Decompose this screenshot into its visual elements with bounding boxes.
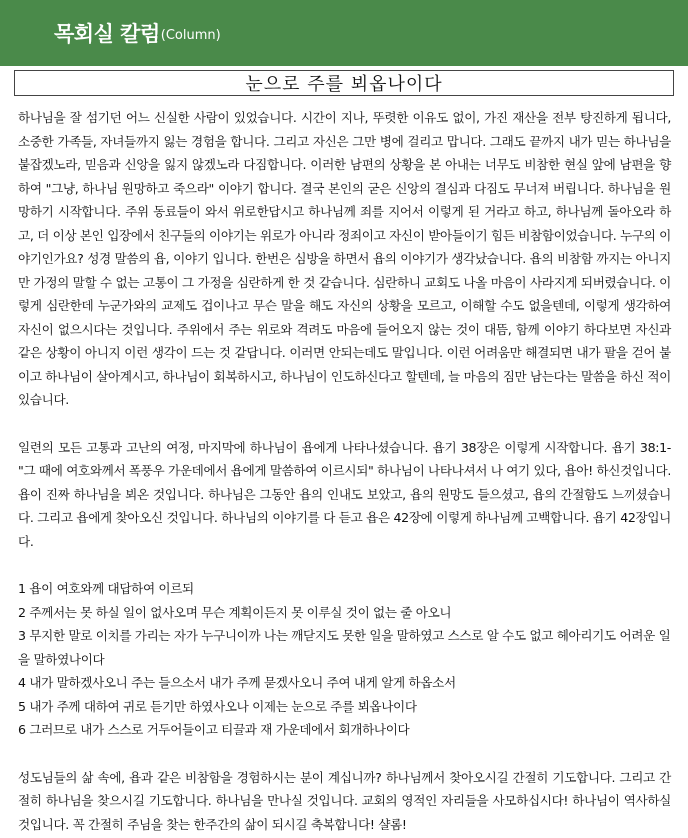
paragraph-2: 일련의 모든 고통과 고난의 여정, 마지막에 하나님이 욥에게 나타나셨습니다. 욥기 38장은 이렇게 시작합니다. 욥기 38:1-"그 때에 여호와께서 폭풍우 가운데에서 욥에게 말씀하여 이르시되" 하나님이 나타나셔서 나 여기 있다, 욥아! 하신것입니다. 욥이 진짜 하나님을 뵈온 것입니다. 하나님은 그동안 욥의 인내도 보았고, 욥의 원망도 들으셨고, 욥의 간절함도 느끼셨습니다. 그리고 욥에게 찾아오신 것입니다. 하나님의 이야기를 다 듣고 욥은 42장에 이렇게 하나님께 고백합니다. 욥기 42장입니다. xyxy=(18,439,671,549)
paragraph-gap xyxy=(18,742,671,766)
verse-3: 3 무지한 말로 이치를 가리는 자가 누구니이까 나는 깨닫지도 못한 일을 말하였고 스스로 알 수도 없고 헤아리기도 어려운 일을 말하였나이다 xyxy=(18,628,671,667)
paragraph-3: 성도님들의 삶 속에, 욥과 같은 비참함을 경험하시는 분이 계십니까? 하나님께서 찾아오시길 간절히 기도합니다. 그리고 간절히 하나님을 찾으시길 기도합니다. 하나님을 만나실 것입니다. 교회의 영적인 자리들을 사모하십시다! 하나님이 역사하실 것입니다. 꼭 간절히 주님을 찾는 한주간의 삶이 되시길 축복합니다! 샬롬! xyxy=(18,769,671,832)
article-title-box xyxy=(14,70,674,96)
verse-2: 2 주께서는 못 하실 일이 없사오며 무슨 계획이든지 못 이루실 것이 없는 줄 아오니 xyxy=(18,604,452,620)
paragraph-gap xyxy=(18,412,671,436)
header-subtitle: (Column) xyxy=(160,28,221,43)
paragraph-1: 하나님을 잘 섬기던 어느 신실한 사람이 있었습니다. 시간이 지나, 뚜렷한 이유도 없이, 가진 재산을 전부 탕진하게 됩니다, 소중한 가족들, 자녀들까지 잃는 경험을 합니다. 그리고 자신은 그만 병에 걸리고 맙니다. 그래도 끝까지 내가 믿는 하나님을 붙잡겠노라, 믿음과 신앙을 잃지 않겠노라 다짐합니다. 이러한 남편의 상황을 본 아내는 너무도 비참한 현실 앞에 남편을 향하여 "그냥, 하나님 원망하고 죽으라" 이야기 합니다. 결국 본인의 굳은 신앙의 결심과 다짐도 무너져 버립니다. 하나님을 원망하기 시작합니다. 주위 동료들이 와서 위로한답시고 하나님께 죄를 지어서 이렇게 된 거라고 하고, 하나님께 돌아오라 하고, 더 이상 본인 입장에서 친구들의 이야기는 위로가 아니라 정죄이고 자신이 받아들이기 힘든 비참함이었습니다. 누구의 이야기인가요? 성경 말씀의 욥, 이야기 입니다. 한번은 심방을 하면서 욥의 이야기가 생각났습니다. 욥의 비참함 까지는 아니지만 가정의 말할 수 없는 고통이 그 가정을 심란하게 한 것 같습니다. 심란하니 교회도 나올 마음이 사라지게 되버렸습니다. 이렇게 심란한데 누군가와의 교제도 겁이나고 무슨 말을 해도 자신의 상황을 모르고, 이해할 수도 없을텐데, 이렇게 생각하여 자신이 없으시다는 것입니다. 주위에서 주는 위로와 격려도 마음에 들어오지 않는 것이 대뜸, 함께 이야기 하다보면 자신과 같은 상황이 아니지 이런 생각이 드는 것 같답니다. 이러면 안되는데도 말입니다. 이런 어려움만 해결되면 내가 팔을 걷어 붙이고 하나님이 살아계시고, 하나님이 회복하시고, 하나님이 인도하신다고 할텐데, 늘 마음의 짐만 남는다는 말씀을 하신 적이 있습니다. xyxy=(18,110,671,407)
verse-4: 4 내가 말하겠사오니 주는 들으소서 내가 주께 묻겠사오니 주여 내게 알게 하옵소서 xyxy=(18,675,456,690)
article-body xyxy=(0,96,688,836)
verse-6: 6 그러므로 내가 스스로 거두어들이고 티끌과 재 가운데에서 회개하나이다 xyxy=(18,722,410,737)
article-title: 눈으로 주를 뵈옵나이다 xyxy=(245,74,443,95)
verse-1: 1 욥이 여호와께 대답하여 이르되 xyxy=(18,581,194,596)
verse-list xyxy=(18,577,671,742)
paragraph-gap xyxy=(18,553,671,577)
header-title: 목회실 칼럼 xyxy=(54,22,160,46)
verse-5: 5 내가 주께 대하여 귀로 듣기만 하였사오나 이제는 눈으로 주를 뵈옵나이다 xyxy=(18,698,417,714)
column-header xyxy=(0,0,688,66)
